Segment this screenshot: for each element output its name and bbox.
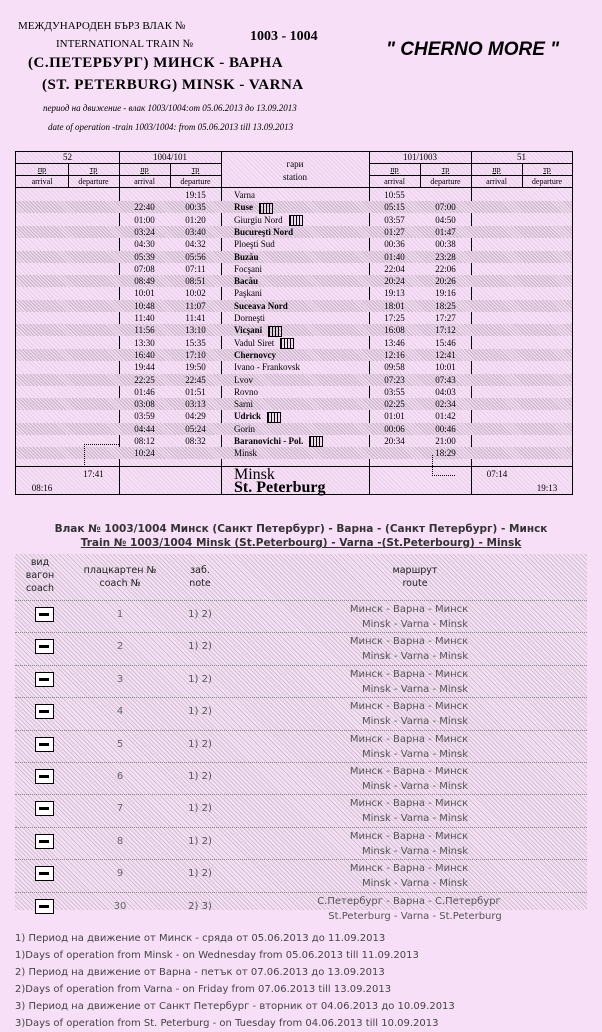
time-cell: 00:35 [185, 202, 206, 213]
time-cell: 19:13 [384, 288, 405, 299]
coach-number: 3 [116, 673, 124, 685]
time-cell: 01:46 [134, 386, 155, 397]
time-cell: 17:25 [384, 313, 405, 323]
time-cell: 01:00 [134, 214, 155, 225]
route-bg: Минск - Варна - Минск [349, 733, 469, 745]
timetable-row [16, 349, 572, 361]
col-52: 52 [63, 152, 72, 162]
sub-direction: пр [492, 165, 501, 174]
sub-direction: тр [191, 165, 200, 174]
time-cell: 07:11 [185, 263, 206, 274]
time-cell: 15:35 [185, 337, 206, 348]
coach-row [15, 632, 587, 665]
coach-route [275, 796, 555, 826]
note-line: 2) Период на движение от Варна - петък от 07.06.2013 до 13.09.2013 [15, 967, 385, 978]
time-cell: 10:55 [384, 190, 405, 200]
note-line: 3) Период на движение от Санкт Петербург - вторник от 04.06.2013 до 10.09.2013 [15, 1001, 455, 1012]
note-line: 1) Период на движение от Минск - сряда от 05.06.2013 до 11.09.2013 [15, 933, 386, 944]
station-label: Bucureşti Nord [234, 226, 294, 237]
time-cell: 01:51 [185, 386, 206, 397]
time-cell: 22:04 [384, 263, 405, 274]
route-en: Minsk - Varna - Minsk [361, 683, 468, 695]
coach-note: 1) 2) [188, 835, 212, 847]
time-cell: 10:01 [134, 288, 155, 299]
route-en: Minsk - Varna - Minsk [361, 619, 468, 630]
head-num: плацкартен № coach № [83, 565, 157, 589]
sub-arrival: arrival [31, 177, 53, 186]
time-cell: 17:10 [185, 349, 206, 360]
t51-arr: 07:14 [486, 469, 508, 479]
time-cell: 07:08 [134, 263, 155, 274]
coach-route [275, 764, 555, 794]
time-cell: 11:56 [134, 325, 155, 336]
time-cell: 04:30 [134, 239, 155, 250]
time-cell: 10:01 [435, 362, 456, 373]
coach-number: 4 [116, 706, 124, 718]
coach-bed-icon [35, 801, 54, 816]
station-name [234, 386, 258, 398]
train-icon [259, 203, 273, 214]
station-name [234, 447, 257, 459]
coach-grid [15, 554, 587, 922]
sub-arrival: arrival [134, 177, 155, 186]
time-cell: 11:07 [185, 300, 206, 311]
time-cell: 17:27 [435, 313, 456, 323]
route-bg: Минск - Варна - Минск [349, 863, 469, 875]
time-cell: 19:16 [435, 288, 456, 299]
sub-departure: departure [531, 177, 563, 186]
train-icon [267, 412, 281, 423]
route-en: Minsk - Varna - Minsk [361, 845, 468, 857]
timetable-row [16, 386, 572, 398]
route-en: (ST. PETERBURG) MINSK - VARNA [42, 77, 304, 93]
time-cell: 03:55 [384, 386, 405, 397]
coach-title-bg: Влак № 1003/1004 Минск (Санкт Петербург) - Варна - (Санкт Петербург) - Минск [54, 523, 548, 535]
time-cell: 05:15 [384, 202, 405, 213]
coach-route [275, 894, 555, 924]
time-cell: 05:24 [185, 423, 206, 434]
station-label: Dorneşti [234, 313, 265, 323]
station-label: Vicşani [234, 325, 263, 336]
stations-en: station [283, 172, 307, 182]
station-label: Ploeşti Sud [234, 239, 275, 250]
time-cell: 05:56 [185, 251, 206, 262]
station-name [234, 275, 258, 287]
station-label: Focşani [234, 263, 262, 274]
coach-route [275, 861, 555, 891]
timetable-row [16, 312, 572, 324]
timetable [15, 151, 573, 495]
time-cell: 13:10 [185, 325, 206, 336]
header-bg-line1: МЕЖДУНАРОДЕН БЪРЗ ВЛАК № [18, 20, 186, 32]
station-name [234, 398, 253, 410]
time-cell: 08:32 [185, 436, 206, 446]
station-label: Chernovcy [234, 349, 276, 360]
station-label: Lvov [234, 374, 253, 385]
sub-departure: departure [78, 177, 109, 186]
coach-route [275, 634, 555, 664]
station-name [234, 324, 282, 336]
time-cell: 01:20 [185, 214, 206, 225]
time-cell: 13:30 [134, 337, 155, 348]
station-name [234, 287, 262, 299]
col-51: 51 [517, 152, 526, 162]
bottom-minsk: Minsk [234, 466, 275, 483]
timetable-row [16, 238, 572, 250]
time-cell: 01:27 [384, 226, 405, 237]
coach-number: 9 [116, 868, 124, 880]
time-cell: 03:24 [134, 226, 155, 237]
time-cell: 04:32 [185, 239, 206, 250]
time-cell: 07:23 [384, 374, 405, 385]
station-label: Udrick [234, 411, 261, 422]
route-bg: С.Петербург - Варна - С.Петербург [317, 895, 501, 907]
coach-row [15, 794, 587, 827]
timetable-row [16, 189, 572, 201]
route-bg: Минск - Варна - Минск [349, 766, 469, 777]
route-bg: Минск - Варна - Минск [349, 668, 469, 680]
coach-row [15, 827, 587, 860]
sub-departure: departure [430, 177, 461, 186]
sub-direction: тр [543, 165, 551, 174]
station-name [234, 374, 253, 386]
time-cell: 13:46 [384, 337, 405, 348]
time-cell: 18:25 [435, 300, 456, 311]
station-name [234, 435, 323, 447]
coach-row [15, 892, 587, 925]
station-name [234, 312, 265, 324]
train-icon [309, 436, 323, 447]
time-cell: 00:06 [384, 423, 405, 434]
header-en-line2: INTERNATIONAL TRAIN № [56, 38, 193, 50]
sub-departure: departure [180, 177, 211, 186]
coach-bed-icon [35, 899, 54, 914]
coach-route [275, 602, 555, 632]
bottom-stpeter: St. Peterburg [234, 479, 326, 496]
time-cell: 10:48 [134, 300, 155, 311]
time-cell: 19:15 [185, 190, 206, 200]
sub-direction: тр [89, 165, 98, 174]
train-icon [289, 215, 303, 226]
coach-note: 1) 2) [188, 868, 212, 880]
period-bg: период на движение - влак 1003/1004:от 05.06.2013 до 13.09.2013 [43, 103, 297, 113]
time-cell: 21:00 [435, 436, 456, 446]
station-name [234, 423, 255, 435]
time-cell: 03:57 [384, 214, 405, 225]
timetable-row [16, 398, 572, 410]
time-cell: 01:01 [384, 411, 405, 422]
station-name [234, 226, 293, 238]
station-name [234, 263, 262, 275]
timetable-row [16, 337, 572, 349]
timetable-row [16, 251, 572, 263]
notes [15, 930, 455, 1032]
sub-direction: пр [390, 165, 399, 174]
station-label: Suceava Nord [234, 300, 288, 311]
coach-route [275, 829, 555, 859]
time-cell: 16:08 [384, 325, 405, 336]
coach-route [275, 699, 555, 729]
route-en: Minsk - Varna - Minsk [361, 878, 468, 890]
time-cell: 01:40 [384, 251, 405, 262]
connector-52 [84, 444, 119, 467]
station-name [234, 189, 255, 201]
coach-number: 2 [116, 641, 124, 653]
col-1004: 1004/101 [152, 152, 187, 162]
time-cell: 04:03 [435, 386, 456, 397]
coach-bed-icon [35, 704, 54, 719]
coach-bed-icon [35, 769, 54, 784]
time-cell: 03:13 [185, 399, 206, 410]
route-bg: Минск - Варна - Минск [349, 798, 469, 810]
timetable-row [16, 324, 572, 336]
head-note: заб. note [189, 565, 211, 589]
coach-bed-icon [35, 834, 54, 849]
time-cell: 04:50 [435, 214, 456, 225]
timetable-row [16, 423, 572, 435]
time-cell: 16:40 [134, 349, 155, 360]
station-label: Ivano - Frankovsk [234, 362, 300, 373]
time-cell: 18:29 [435, 448, 456, 459]
coach-bed-icon [35, 866, 54, 881]
coach-number: 5 [116, 738, 124, 750]
coach-note: 1) 2) [188, 641, 212, 653]
route-en: Minsk - Varna - Minsk [361, 781, 468, 792]
head-type: вид вагон coach [25, 557, 55, 594]
time-cell: 18:01 [384, 300, 405, 311]
timetable-row [16, 374, 572, 386]
timetable-row [16, 410, 572, 422]
time-cell: 22:40 [134, 202, 155, 213]
coach-title-en: Train № 1003/1004 Minsk (St.Peterbourg) - Varna -(St.Peterbourg) - Minsk [80, 537, 522, 549]
station-label: Baranovichi - Pol. [234, 436, 304, 446]
head-route: маршрут route [392, 565, 438, 589]
time-cell: 00:46 [435, 423, 456, 434]
train-icon [268, 326, 282, 337]
coach-row [15, 697, 587, 730]
time-cell: 08:49 [134, 276, 155, 287]
stations-bg: гари [286, 159, 304, 169]
t52-dep: 17:41 [83, 469, 104, 479]
time-cell: 05:39 [134, 251, 155, 262]
time-cell: 19:50 [185, 362, 206, 373]
station-label: Gorin [234, 423, 255, 434]
coach-table [15, 522, 587, 922]
station-name [234, 349, 276, 361]
note-line: 1)Days of operation from Minsk - on Wednesday from 05.06.2013 till 11.09.2013 [15, 950, 419, 961]
station-name [234, 410, 281, 422]
station-label: Varna [234, 190, 255, 200]
coach-note: 1) 2) [188, 673, 212, 685]
coach-note: 1) 2) [188, 771, 212, 782]
station-label: Sarni [234, 399, 253, 410]
timetable-row [16, 287, 572, 299]
coach-bed-icon [35, 672, 54, 687]
timetable-row [16, 263, 572, 275]
coach-note: 1) 2) [188, 803, 212, 815]
time-cell: 22:45 [185, 374, 206, 385]
time-cell: 11:40 [134, 313, 155, 323]
station-name [234, 300, 288, 312]
train-number: 1003 - 1004 [250, 29, 318, 44]
coach-route [275, 732, 555, 762]
col-101: 101/1003 [402, 152, 437, 162]
time-cell: 02:25 [384, 399, 405, 410]
time-cell: 10:02 [185, 288, 206, 299]
route-en: Minsk - Varna - Minsk [361, 748, 468, 760]
time-cell: 07:00 [435, 202, 456, 213]
time-cell: 03:59 [134, 411, 155, 422]
timetable-row [16, 361, 572, 373]
coach-number: 6 [116, 771, 124, 782]
train-icon [280, 338, 294, 349]
time-cell: 12:16 [384, 349, 405, 360]
route-bg: Минск - Варна - Минск [349, 636, 469, 648]
time-cell: 22:25 [134, 374, 155, 385]
coach-row [15, 600, 587, 633]
sub-arrival: arrival [486, 177, 507, 186]
timetable-row [16, 201, 572, 213]
connector-51 [432, 455, 455, 476]
station-label: Paşkani [234, 288, 262, 299]
t51-dep: 19:13 [536, 483, 558, 493]
sub-direction: пр [140, 165, 149, 174]
station-label: Giurgiu Nord [234, 214, 283, 225]
coach-row [15, 730, 587, 763]
coach-number: 1 [116, 609, 124, 620]
time-cell: 11:41 [185, 313, 206, 323]
time-cell: 09:58 [384, 362, 405, 373]
note-line: 3)Days of operation from St. Peterburg - on Tuesday from 04.06.2013 till 10.09.2013 [15, 1018, 439, 1029]
time-cell: 12:41 [435, 349, 456, 360]
time-cell: 00:38 [435, 239, 456, 250]
time-cell: 23:28 [435, 251, 456, 262]
route-bg: (С.ПЕТЕРБУРГ) МИНСК - ВАРНА [28, 55, 284, 71]
timetable-row [16, 275, 572, 287]
coach-number: 30 [113, 900, 127, 912]
station-name [234, 214, 303, 226]
route-bg: Минск - Варна - Минск [349, 701, 469, 713]
time-cell: 01:42 [435, 411, 456, 422]
timetable-row [16, 226, 572, 238]
time-cell: 04:29 [185, 411, 206, 422]
note-line: 2)Days of operation from Varna - on Friday from 07.06.2013 till 13.09.2013 [15, 984, 392, 995]
sub-direction: тр [441, 165, 450, 174]
station-label: Vadul Siret [234, 337, 275, 348]
sub-arrival: arrival [384, 177, 405, 186]
coach-route [275, 667, 555, 697]
time-cell: 22:06 [435, 263, 456, 274]
time-cell: 20:24 [384, 276, 405, 287]
route-en: Minsk - Varna - Minsk [361, 813, 468, 825]
sub-direction: пр [37, 165, 47, 174]
coach-note: 1) 2) [188, 738, 212, 750]
station-name [234, 337, 294, 349]
time-cell: 20:26 [435, 276, 456, 287]
station-name [234, 201, 273, 213]
coach-row [15, 762, 587, 795]
time-cell: 17:12 [435, 325, 456, 336]
period-en: date of operation -train 1003/1004: from 05.06.2013 till 13.09.2013 [48, 122, 294, 132]
time-cell: 19:44 [134, 362, 155, 373]
time-cell: 04:44 [134, 423, 155, 434]
route-bg: Минск - Варна - Минск [349, 604, 469, 615]
time-cell: 01:47 [435, 226, 456, 237]
coach-bed-icon [35, 737, 54, 752]
station-label: Bacău [234, 276, 259, 287]
coach-number: 7 [116, 803, 124, 815]
time-cell: 15:46 [435, 337, 456, 348]
station-label: Buzău [234, 251, 259, 262]
time-cell: 03:08 [134, 399, 155, 410]
timetable-row [16, 214, 572, 226]
t52-arr: 08:16 [31, 483, 53, 493]
coach-note: 1) 2) [188, 609, 212, 620]
route-bg: Минск - Варна - Минск [349, 830, 469, 842]
time-cell: 20:34 [384, 436, 405, 446]
coach-note: 2) 3) [188, 900, 212, 912]
station-label: Rovno [234, 386, 259, 397]
coach-number: 8 [116, 835, 124, 847]
coach-row [15, 859, 587, 892]
station-label: Minsk [234, 448, 258, 459]
time-cell: 00:36 [384, 239, 405, 250]
time-cell: 07:43 [435, 374, 456, 385]
time-cell: 03:40 [185, 226, 206, 237]
train-name: " CHERNO MORE " [386, 39, 560, 60]
coach-row [15, 665, 587, 698]
coach-note: 1) 2) [188, 706, 212, 718]
time-cell: 08:51 [185, 276, 206, 287]
station-label: Ruse [234, 202, 254, 213]
route-en: St.Peterburg - Varna - St.Peterburg [328, 910, 502, 922]
station-name [234, 251, 259, 263]
route-en: Minsk - Varna - Minsk [361, 716, 468, 728]
station-name [234, 361, 300, 373]
time-cell: 08:12 [134, 436, 155, 446]
route-en: Minsk - Varna - Minsk [361, 651, 468, 663]
station-name [234, 238, 275, 250]
time-cell: 10:24 [134, 448, 155, 459]
coach-bed-icon [35, 607, 54, 622]
coach-bed-icon [35, 639, 54, 654]
time-cell: 02:34 [435, 399, 456, 410]
timetable-row [16, 300, 572, 312]
